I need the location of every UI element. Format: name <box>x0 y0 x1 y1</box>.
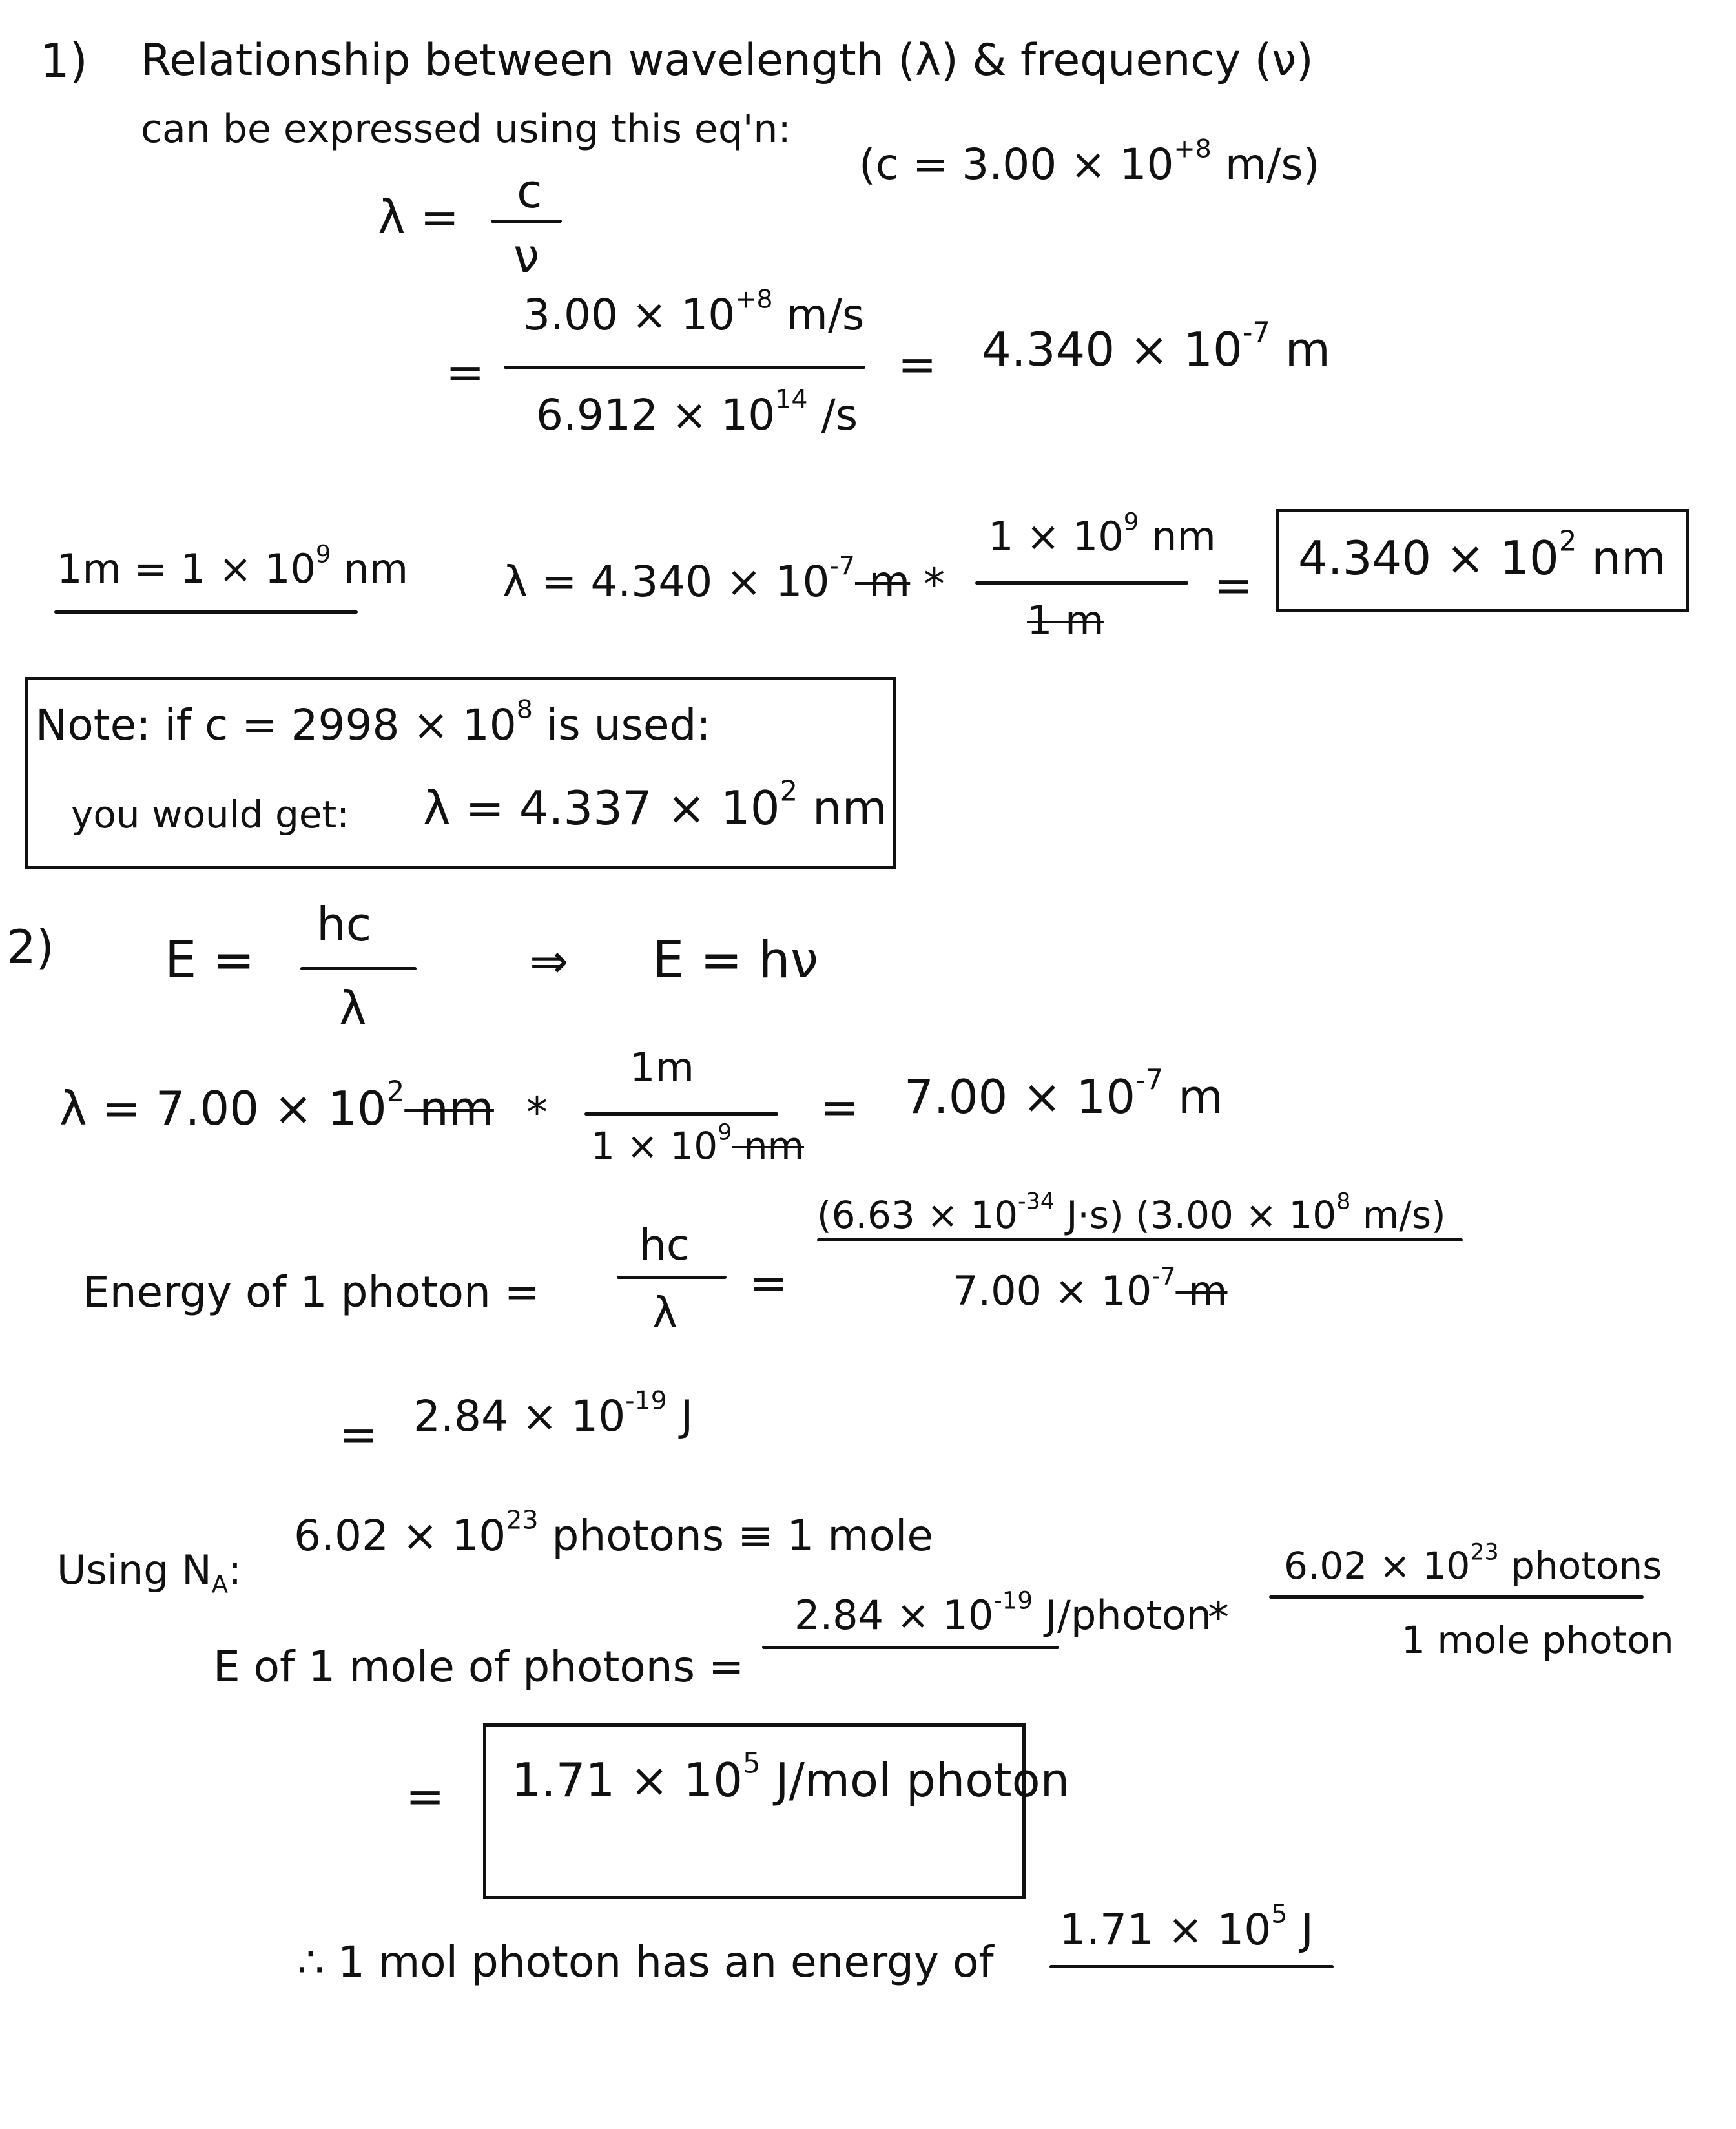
part1-intro-line2: can be expressed using this eq'n: <box>141 107 791 152</box>
fraction-bar <box>504 366 865 369</box>
fraction-bar <box>584 1112 778 1116</box>
note-line1: Note: if $c = 2998 \times 10^8$ is used: <box>36 694 711 750</box>
energy-formula-numerator: hc <box>316 897 372 951</box>
lambda-conversion-numerator: $1 \times 10^9$ nm <box>988 507 1216 560</box>
avogadro-label: Using $N_A$: <box>57 1546 242 1599</box>
energy-result-equals: = <box>339 1407 378 1462</box>
lambda2-numerator: 1m <box>630 1044 694 1091</box>
speed-of-light-constant: ($c = 3.00 \times 10^{+8}$ m/s) <box>859 134 1320 189</box>
avogadro-value: $6.02 \times 10^{23}$ photons ≡ 1 mole <box>294 1505 933 1561</box>
energy-big-denominator: $7.00 \times 10^{-7}$ m <box>953 1262 1228 1314</box>
energy-photon-denominator: λ <box>652 1288 678 1338</box>
energy-photon-equals: = <box>749 1256 789 1310</box>
conclusion-value: $1.71 \times 10^5$ J <box>1059 1899 1314 1955</box>
energy-photon-label: Energy of 1 photon = <box>83 1267 541 1317</box>
calc-result-equals: = <box>898 337 937 391</box>
note-line2-result: $\lambda = 4.337 \times 10^2$ nm <box>423 775 887 835</box>
energy-result: $2.84 \times 10^{-19}$ J <box>413 1386 694 1441</box>
mole-energy-value: $2.84 \times 10^{-19}$ J/photon <box>794 1586 1212 1639</box>
lambda2-lhs: $\lambda = 7.00 \times 10^2$ nm <box>59 1075 494 1136</box>
mole-result-equals: = <box>406 1769 445 1823</box>
calc-numerator: $3.00 \times 10^{+8}$ m/s <box>523 284 865 340</box>
final-wavelength-answer: $4.340 \times 10^2$ nm <box>1298 525 1666 585</box>
lambda-conversion-times: * <box>924 559 945 609</box>
implies-arrow-icon: ⇒ <box>530 934 569 988</box>
lambda-conversion-equals: = <box>1214 558 1254 612</box>
lambda2-denominator: $1 \times 10^9$ nm <box>591 1119 805 1168</box>
fraction-bar <box>817 1238 1463 1241</box>
lambda-conversion-denominator: 1 m <box>1027 597 1104 644</box>
part2-number: 2) <box>6 920 54 974</box>
calc-equals: = <box>446 345 485 399</box>
underline <box>1049 1965 1334 1968</box>
fraction-bar <box>300 967 417 970</box>
energy-photon-numerator: hc <box>639 1220 690 1270</box>
conclusion-text: ∴ 1 mol photon has an energy of <box>297 1937 994 1987</box>
wavelength-formula-lhs: λ = <box>378 190 459 244</box>
mole-energy-times: * <box>1208 1593 1229 1643</box>
underline <box>762 1646 1059 1649</box>
energy-big-numerator: ($6.63 \times 10^{-34}$ J·s) ($3.00 \times 10^8$ m/s) <box>817 1189 1446 1237</box>
meter-nm-conversion: $1m = 1 \times 10^9$ nm <box>57 539 408 592</box>
fraction-bar <box>491 220 562 223</box>
lambda-conversion-lhs: $\lambda = 4.340 \times 10^{-7}$ m <box>502 551 911 607</box>
note-line2-label: you would get: <box>71 793 349 836</box>
fraction-bar <box>1269 1595 1644 1599</box>
lambda2-result: $7.00 \times 10^{-7}$ m <box>904 1064 1224 1124</box>
mole-result: $1.71 \times 10^5$ J/mol photon <box>512 1747 1070 1807</box>
lambda2-equals: = <box>820 1080 860 1134</box>
fraction-bar <box>617 1276 727 1279</box>
avogadro-fraction-denominator: 1 mole photon <box>1401 1618 1674 1662</box>
energy-formula-lhs: E = <box>165 931 255 990</box>
part1-intro-line1: Relationship between wavelength (λ) & frequency (ν) <box>141 35 1314 86</box>
lambda2-times: * <box>526 1088 548 1137</box>
energy-formula-alt: E = hν <box>652 931 819 990</box>
avogadro-fraction-numerator: $6.02 \times 10^{23}$ photons <box>1284 1539 1662 1588</box>
part1-number: 1) <box>40 34 88 88</box>
underline <box>54 610 358 614</box>
mole-energy-label: E of 1 mole of photons = <box>213 1642 745 1692</box>
wavelength-formula-denominator: ν <box>513 229 540 283</box>
wavelength-formula-numerator: c <box>517 164 542 218</box>
calc-result: $4.340 \times 10^{-7}$ m <box>982 317 1330 377</box>
fraction-bar <box>975 581 1188 585</box>
energy-formula-denominator: λ <box>339 981 367 1035</box>
calc-denominator: $6.912 \times 10^{14}$ /s <box>536 384 858 440</box>
